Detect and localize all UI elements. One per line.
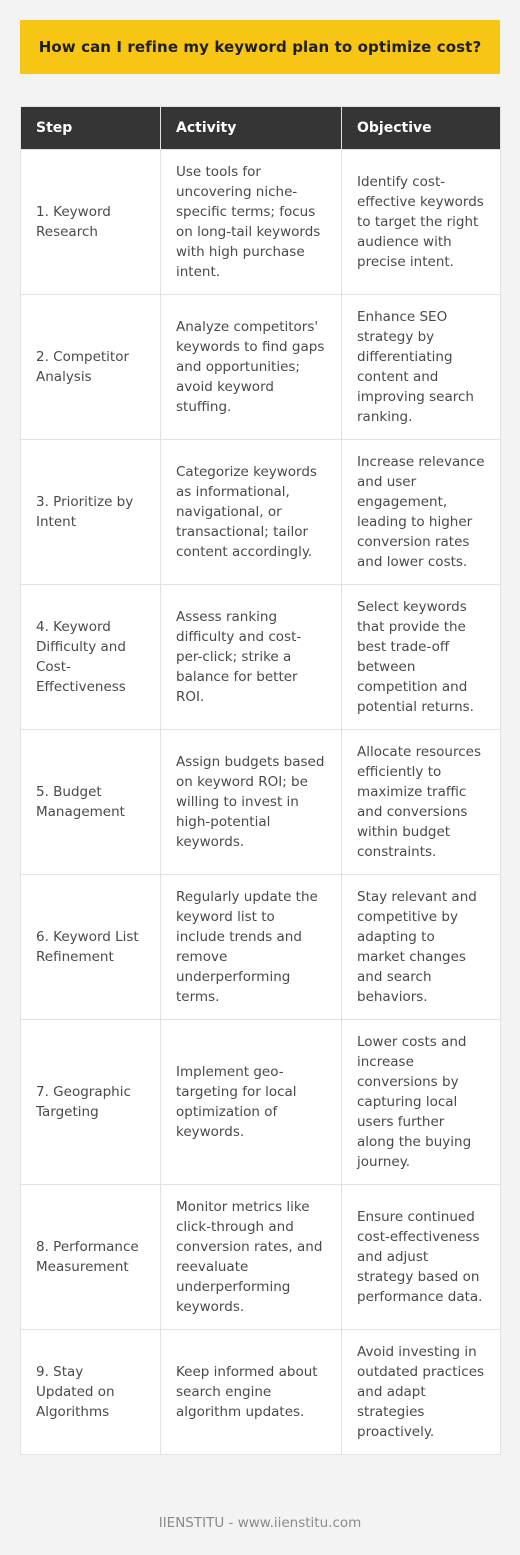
step-cell: 3. Prioritize by Intent bbox=[21, 440, 161, 585]
activity-cell: Assess ranking difficulty and cost-per-click; strike a balance for better ROI. bbox=[161, 585, 342, 730]
objective-cell: Select keywords that provide the best trade-off between competition and potential returns. bbox=[342, 585, 501, 730]
step-cell: 1. Keyword Research bbox=[21, 150, 161, 295]
objective-cell: Stay relevant and competitive by adapting to market changes and search behaviors. bbox=[342, 875, 501, 1020]
title-banner bbox=[20, 20, 500, 74]
table-row bbox=[21, 730, 501, 875]
table-row bbox=[21, 295, 501, 440]
table-row bbox=[21, 1330, 501, 1455]
objective-cell: Avoid investing in outdated practices and adapt strategies proactively. bbox=[342, 1330, 501, 1455]
activity-cell: Implement geo-targeting for local optimization of keywords. bbox=[161, 1020, 342, 1185]
step-cell: 4. Keyword Difficulty and Cost-Effectiveness bbox=[21, 585, 161, 730]
objective-cell: Identify cost-effective keywords to target the right audience with precise intent. bbox=[342, 150, 501, 295]
step-cell: 7. Geographic Targeting bbox=[21, 1020, 161, 1185]
activity-cell: Assign budgets based on keyword ROI; be willing to invest in high-potential keywords. bbox=[161, 730, 342, 875]
table-row bbox=[21, 1020, 501, 1185]
table-row bbox=[21, 1185, 501, 1330]
table-row bbox=[21, 585, 501, 730]
objective-cell: Enhance SEO strategy by differentiating content and improving search ranking. bbox=[342, 295, 501, 440]
activity-cell: Categorize keywords as informational, navigational, or transactional; tailor content accordingly. bbox=[161, 440, 342, 585]
step-cell: 8. Performance Measurement bbox=[21, 1185, 161, 1330]
objective-cell: Allocate resources efficiently to maximize traffic and conversions within budget constraints. bbox=[342, 730, 501, 875]
objective-cell: Lower costs and increase conversions by capturing local users further along the buying journey. bbox=[342, 1020, 501, 1185]
step-cell: 5. Budget Management bbox=[21, 730, 161, 875]
step-cell: 9. Stay Updated on Algorithms bbox=[21, 1330, 161, 1455]
header-activity: Activity bbox=[161, 107, 342, 150]
step-cell: 6. Keyword List Refinement bbox=[21, 875, 161, 1020]
header-step: Step bbox=[21, 107, 161, 150]
table-row bbox=[21, 150, 501, 295]
header-objective: Objective bbox=[342, 107, 501, 150]
footer-credit: IIENSTITU - www.iienstitu.com bbox=[158, 1515, 362, 1531]
objective-cell: Increase relevance and user engagement, leading to higher conversion rates and lower costs. bbox=[342, 440, 501, 585]
table-row bbox=[21, 875, 501, 1020]
objective-cell: Ensure continued cost-effectiveness and adjust strategy based on performance data. bbox=[342, 1185, 501, 1330]
table-row bbox=[21, 440, 501, 585]
activity-cell: Keep informed about search engine algorithm updates. bbox=[161, 1330, 342, 1455]
step-cell: 2. Competitor Analysis bbox=[21, 295, 161, 440]
activity-cell: Use tools for uncovering niche-specific terms; focus on long-tail keywords with high purchase intent. bbox=[161, 150, 342, 295]
page-title: How can I refine my keyword plan to optimize cost? bbox=[38, 38, 482, 56]
table-header-row bbox=[21, 107, 501, 150]
activity-cell: Analyze competitors' keywords to find gaps and opportunities; avoid keyword stuffing. bbox=[161, 295, 342, 440]
activity-cell: Regularly update the keyword list to include trends and remove underperforming terms. bbox=[161, 875, 342, 1020]
activity-cell: Monitor metrics like click-through and conversion rates, and reevaluate underperforming keywords. bbox=[161, 1185, 342, 1330]
keyword-plan-table bbox=[20, 106, 501, 1455]
